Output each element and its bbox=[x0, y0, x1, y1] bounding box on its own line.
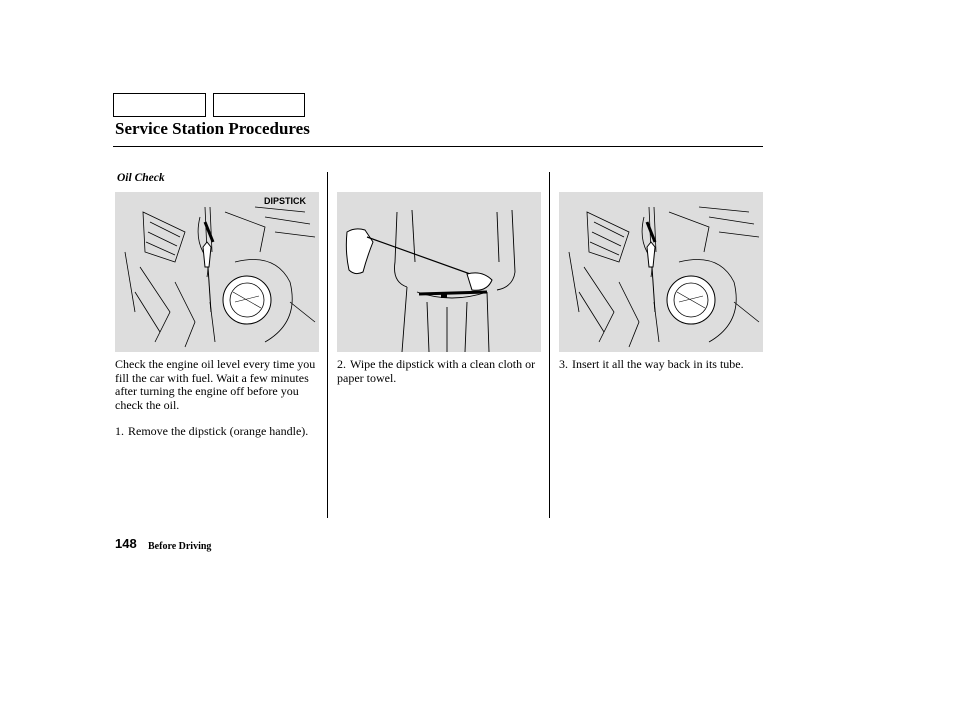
figure-wipe-dipstick bbox=[337, 192, 541, 352]
step-2-number: 2. bbox=[337, 357, 346, 371]
column-divider-1 bbox=[327, 172, 328, 518]
footer-section-name: Before Driving bbox=[148, 541, 212, 552]
page-title: Service Station Procedures bbox=[115, 119, 310, 138]
engine-bay-illustration-2 bbox=[559, 192, 763, 352]
step-3-text: Insert it all the way back in its tube. bbox=[572, 357, 744, 371]
step-1-number: 1. bbox=[115, 424, 124, 438]
dipstick-callout: DIPSTICK bbox=[264, 196, 307, 206]
figure-dipstick-location bbox=[115, 192, 319, 352]
person-wiping-illustration bbox=[337, 192, 541, 352]
step-2 bbox=[337, 358, 542, 385]
column-divider-2 bbox=[549, 172, 550, 518]
title-divider bbox=[113, 146, 763, 147]
step-3 bbox=[559, 358, 774, 372]
step-1-text: Remove the dipstick (orange handle). bbox=[128, 424, 309, 438]
figure-insert-dipstick bbox=[559, 192, 763, 352]
intro-paragraph: Check the engine oil level every time you fill the car with fuel. Wait a few minutes after turning the engine off before you check the oil. bbox=[115, 357, 316, 412]
step-1 bbox=[115, 425, 325, 439]
header-tab-2 bbox=[213, 93, 305, 117]
section-heading: Oil Check bbox=[117, 172, 165, 184]
header-tab-1 bbox=[113, 93, 206, 117]
step-3-number: 3. bbox=[559, 357, 568, 371]
page-number: 148 bbox=[115, 536, 137, 551]
engine-bay-illustration bbox=[115, 192, 319, 352]
step-2-text: Wipe the dipstick with a clean cloth or paper towel. bbox=[337, 357, 536, 385]
